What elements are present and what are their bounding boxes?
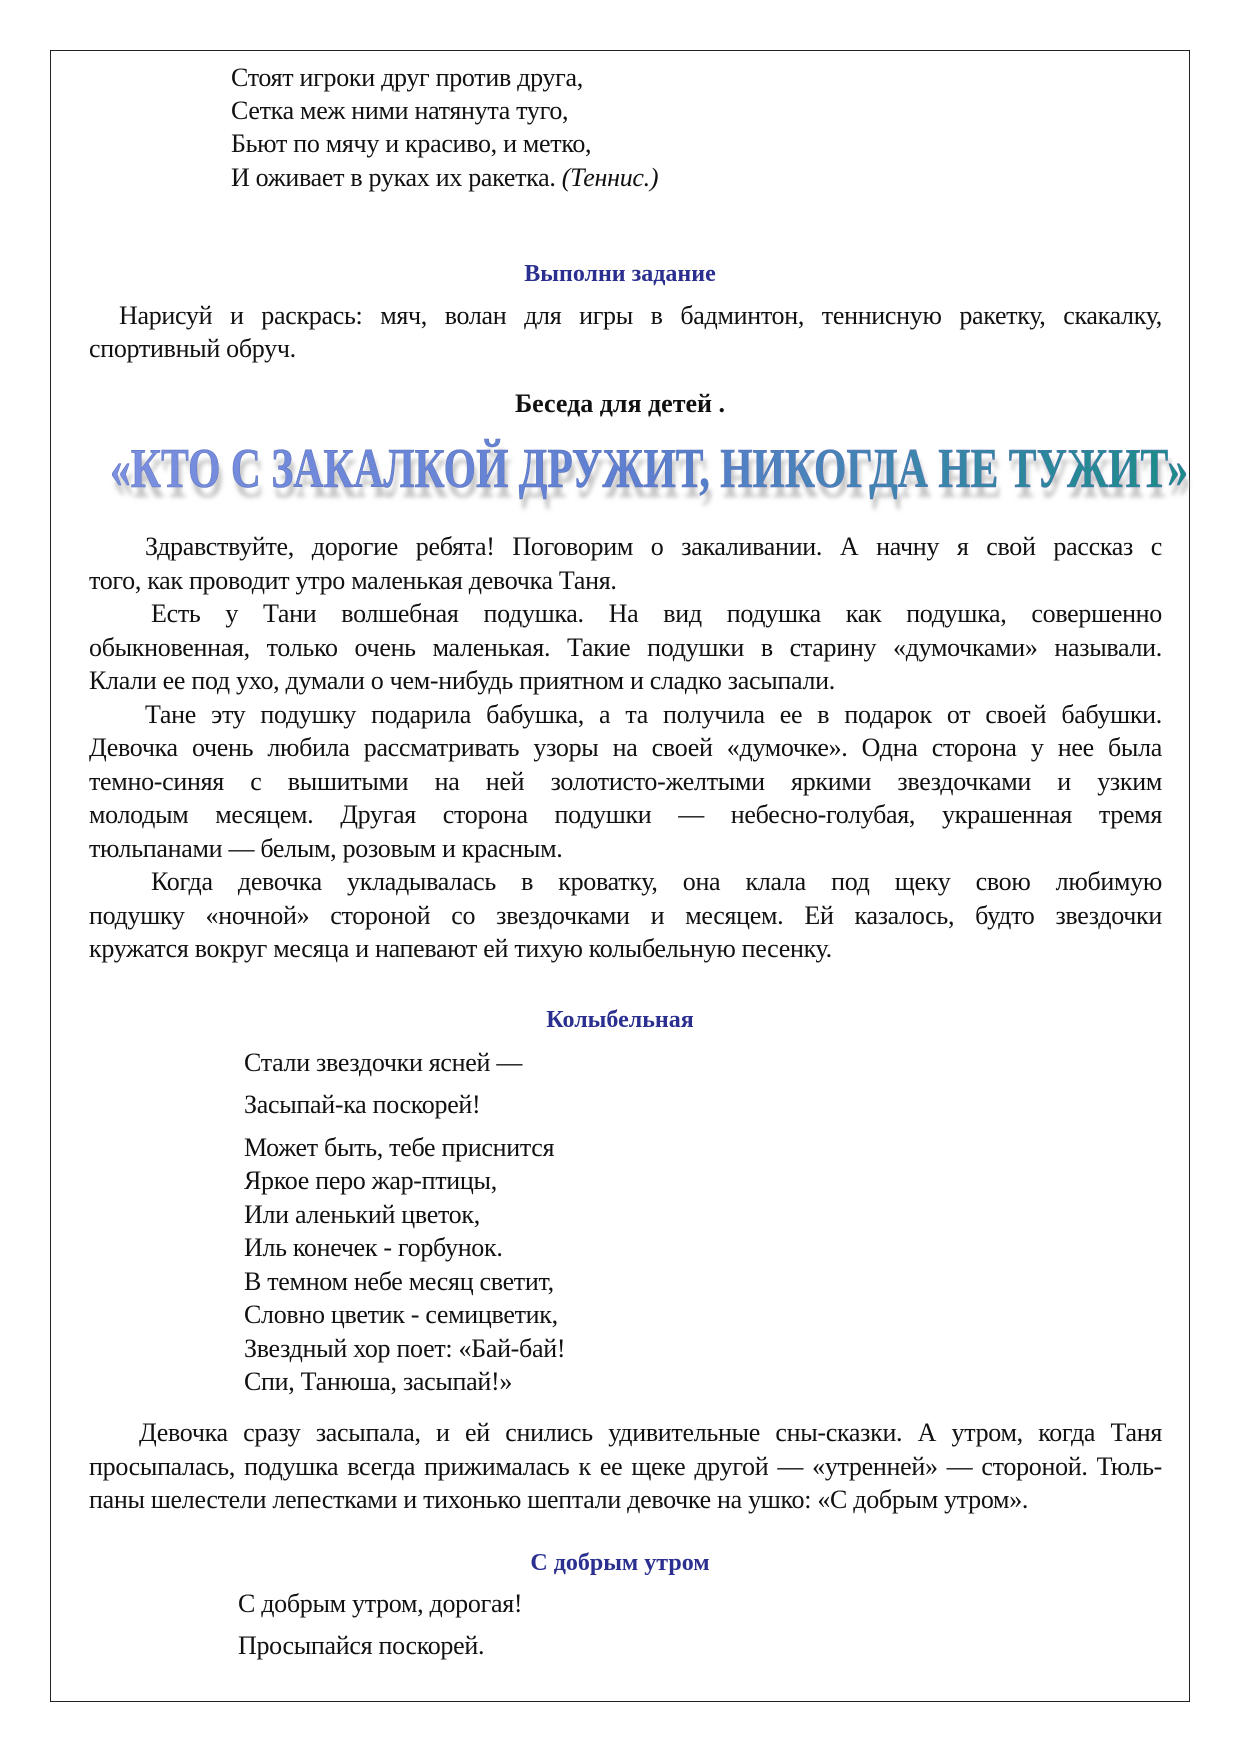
poem-line: И оживает в руках их ракетка. (Теннис.) [231, 163, 659, 192]
poem-line: Словно цветик - семицветик, [244, 1300, 558, 1329]
task-line: спортивный обруч. [89, 334, 296, 363]
text-line: того, как проводит утро маленькая девочка Таня. [89, 566, 617, 595]
poem-line: Засыпай-ка поскорей! [244, 1090, 481, 1119]
poem-line: Спи, Танюша, засыпай!» [244, 1367, 513, 1396]
poem-line: Или аленький цветок, [244, 1200, 480, 1229]
text-line: Тане эту подушку подарила бабушка, а та получила ее в подарок от своей бабушки. [145, 700, 1162, 729]
text-line: просыпалась, подушка всегда прижималась к ее щеке другой — «утренней» — стороной. Тюль- [89, 1452, 1162, 1481]
text-line: тюльпанами — белым, розовым и красным. [89, 834, 563, 863]
poem-line: Звездный хор поет: «Бай-бай! [244, 1334, 566, 1363]
poem-line: Сетка меж ними натянута туго, [231, 96, 569, 125]
poem-line: Иль конечек - горбунок. [244, 1233, 503, 1262]
text-line: Девочка сразу засыпала, и ей снились удивительные сны-сказки. А утром, когда Таня [139, 1418, 1162, 1447]
poem-line: Бьют по мячу и красиво, и метко, [231, 129, 592, 158]
riddle-answer: (Теннис.) [561, 163, 659, 192]
text-line: кружатся вокруг месяца и напевают ей тихую колыбельную песенку. [89, 934, 832, 963]
morning-heading: С добрым утром [530, 1550, 710, 1576]
poem-line: Яркое перо жар-птицы, [244, 1166, 497, 1195]
text-line: молодым месяцем. Другая сторона подушки — небесно-голубая, украшенная тремя [89, 800, 1162, 829]
wordart-title [100, 425, 1200, 525]
poem-line: Может быть, тебе приснится [244, 1133, 555, 1162]
wordart-text: «КТО С ЗАКАЛКОЙ ДРУЖИТ, НИКОГДА НЕ ТУЖИТ» [110, 438, 1188, 500]
task-line: Нарисуй и раскрась: мяч, волан для игры в бадминтон, теннисную ракетку, скакалку, [119, 301, 1162, 330]
text-line: паны шелестели лепестками и тихонько шептали девочке на ушко: «С добрым утром». [89, 1485, 1029, 1514]
talk-heading: Беседа для детей . [514, 389, 726, 418]
poem-line: Просыпайся поскорей. [238, 1631, 485, 1660]
lullaby-heading: Колыбельная [546, 1007, 694, 1033]
text-line: Девочка очень любила рассматривать узоры на своей «думочке». Одна сторона у нее была [89, 733, 1162, 762]
text-line: Клали ее под ухо, думали о чем-нибудь приятном и сладко засыпали. [89, 666, 835, 695]
poem-line: Стали звездочки ясней — [244, 1048, 523, 1077]
poem-line: С добрым утром, дорогая! [238, 1589, 523, 1618]
poem-line: В темном небе месяц светит, [244, 1267, 554, 1296]
text-line: Когда девочка укладывалась в кроватку, она клала под щеку свою любимую [151, 867, 1162, 896]
text-line: подушку «ночной» стороной со звездочками и месяцем. Ей казалось, будто звездочки [89, 901, 1162, 930]
poem-line: Стоят игроки друг против друга, [231, 63, 583, 92]
text-line: темно-синяя с вышитыми на ней золотисто-желтыми яркими звездочками и узким [89, 767, 1162, 796]
text-line: обыкновенная, только очень маленькая. Такие подушки в старину «думочками» называли. [89, 633, 1162, 662]
text-line: Есть у Тани волшебная подушка. На вид подушка как подушка, совершенно [151, 599, 1162, 628]
text-line: Здравствуйте, дорогие ребята! Поговорим о закаливании. А начну я свой рассказ с [145, 532, 1162, 561]
task-heading: Выполни задание [524, 261, 716, 287]
